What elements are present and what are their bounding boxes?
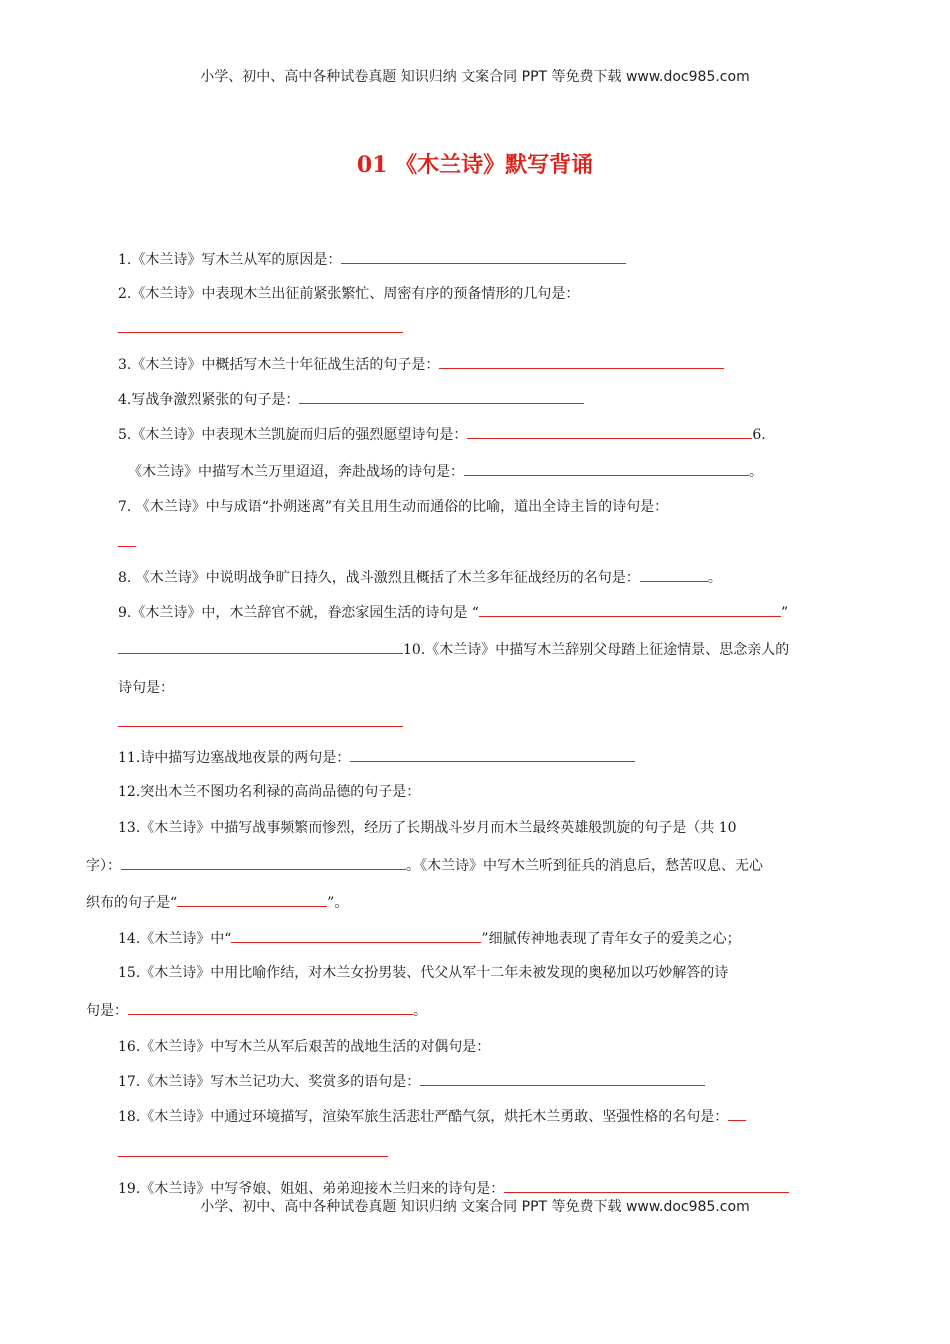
question-5	[118, 424, 766, 445]
answer-blank[interactable]	[118, 712, 403, 727]
question-18	[118, 1106, 746, 1127]
answer-blank[interactable]	[341, 249, 626, 264]
question-16: 16.《木兰诗》中写木兰从军后艰苦的战地生活的对偶句是：	[118, 1039, 491, 1055]
question-6-number: 6.	[752, 427, 766, 443]
punctuation: ”。	[327, 895, 349, 911]
answer-blank[interactable]	[177, 892, 327, 907]
question-15: 15.《木兰诗》中用比喻作结，对木兰女扮男装、代父从军十二年未被发现的奥秘加以巧妙解答的诗	[118, 965, 729, 981]
answer-blank[interactable]	[118, 318, 403, 333]
answer-blank[interactable]	[128, 1000, 413, 1015]
question-8	[118, 567, 722, 588]
question-2: 2.《木兰诗》中表现木兰出征前紧张繁忙、周密有序的预备情形的几句是：	[118, 286, 580, 302]
question-9	[118, 602, 788, 623]
question-15-label: 句是：	[86, 1003, 128, 1019]
answer-blank[interactable]	[504, 1178, 789, 1193]
answer-blank[interactable]	[118, 532, 136, 547]
answer-blank[interactable]	[439, 354, 724, 369]
page-footer: 小学、初中、高中各种试卷真题 知识归纳 文案合同 PPT 等免费下载 www.doc985.com	[200, 1199, 750, 1215]
page-title: 01 《木兰诗》默写背诵	[356, 152, 594, 178]
punctuation: 。	[406, 858, 420, 874]
answer-blank[interactable]	[231, 928, 481, 943]
question-7-answer	[118, 532, 136, 553]
question-3	[118, 354, 724, 375]
question-13b-label: 织布的句子是“	[86, 895, 178, 911]
answer-blank[interactable]	[479, 602, 781, 617]
answer-blank[interactable]	[640, 567, 708, 582]
answer-blank[interactable]	[118, 1142, 388, 1157]
question-18-answer	[118, 1142, 388, 1163]
punctuation: 。	[707, 570, 722, 586]
question-14-tail: ”细腻传神地表现了青年女子的爱美之心；	[481, 931, 741, 947]
answer-blank[interactable]	[420, 1071, 705, 1086]
question-19-text: 19.《木兰诗》中写爷娘、姐姐、弟弟迎接木兰归来的诗句是：	[118, 1181, 505, 1197]
question-10-answer	[118, 712, 403, 733]
punctuation: 。	[749, 464, 763, 480]
question-18-text: 18.《木兰诗》中通过环境描写，渲染军旅生活悲壮严酷气氛，烘托木兰勇敢、坚强性格的名句是：	[118, 1109, 729, 1125]
question-5-text: 5.《木兰诗》中表现木兰凯旋而归后的强烈愿望诗句是：	[118, 427, 468, 443]
question-9-text: 9.《木兰诗》中，木兰辞官不就，眷恋家园生活的诗句是 “	[118, 605, 479, 621]
answer-blank[interactable]	[350, 747, 635, 762]
question-13-label: 字）：	[86, 858, 121, 874]
question-13b-cont	[86, 892, 348, 913]
question-17	[118, 1071, 705, 1092]
question-6-text: 《木兰诗》中描写木兰万里迢迢，奔赴战场的诗句是：	[128, 464, 464, 480]
punctuation: ”	[780, 605, 789, 621]
question-2-answer	[118, 318, 403, 339]
question-1	[118, 249, 626, 270]
question-14-text: 14.《木兰诗》中“	[118, 931, 232, 947]
question-10-cont: 诗句是：	[118, 680, 174, 696]
question-15-cont	[86, 1000, 427, 1021]
question-10	[118, 639, 789, 660]
answer-blank[interactable]	[467, 424, 752, 439]
question-11-text: 11.诗中描写边塞战地夜景的两句是：	[118, 750, 351, 766]
answer-blank[interactable]	[464, 461, 749, 476]
page-header: 小学、初中、高中各种试卷真题 知识归纳 文案合同 PPT 等免费下载 www.doc985.com	[200, 69, 750, 85]
answer-blank[interactable]	[299, 389, 584, 404]
question-13b-text: 《木兰诗》中写木兰听到征兵的消息后，愁苦叹息、无心	[420, 858, 763, 874]
answer-blank[interactable]	[121, 855, 406, 870]
question-1-text: 1.《木兰诗》写木兰从军的原因是：	[118, 252, 342, 268]
question-3-text: 3.《木兰诗》中概括写木兰十年征战生活的句子是：	[118, 357, 440, 373]
question-7: 7. 《木兰诗》中与成语“扑朔迷离”有关且用生动而通俗的比喻，道出全诗主旨的诗句是：	[118, 499, 669, 515]
question-4-text: 4.写战争激烈紧张的句子是：	[118, 392, 300, 408]
question-14	[118, 928, 741, 949]
question-4	[118, 389, 584, 410]
question-8-text: 8. 《木兰诗》中说明战争旷日持久，战斗激烈且概括了木兰多年征战经历的名句是：	[118, 570, 640, 586]
question-10-text: 10.《木兰诗》中描写木兰辞别父母踏上征途情景、思念亲人的	[403, 642, 790, 658]
punctuation: 。	[413, 1003, 427, 1019]
answer-blank[interactable]	[728, 1106, 746, 1121]
question-6	[128, 461, 763, 482]
answer-blank[interactable]	[118, 639, 403, 654]
question-11	[118, 747, 635, 768]
question-17-text: 17.《木兰诗》写木兰记功大、奖赏多的语句是：	[118, 1074, 421, 1090]
question-13: 13.《木兰诗》中描写战事频繁而惨烈，经历了长期战斗岁月而木兰最终英雄般凯旋的句子是（共 10	[118, 820, 737, 836]
question-13-cont	[86, 855, 763, 876]
question-12: 12.突出木兰不图功名利禄的高尚品德的句子是：	[118, 784, 421, 800]
